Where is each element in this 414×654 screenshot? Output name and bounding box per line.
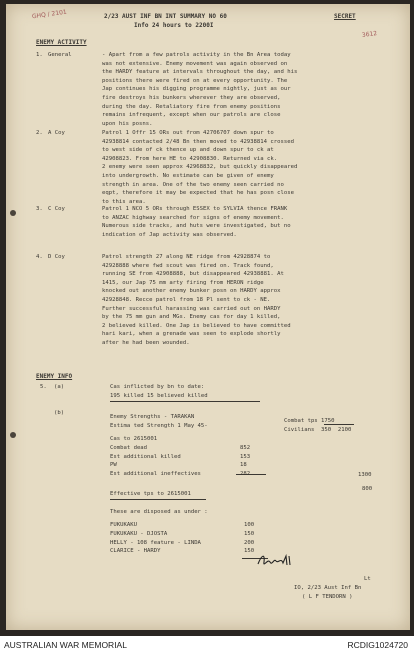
document-page — [6, 4, 410, 630]
loss-label: Est additional killed — [110, 453, 181, 460]
signature-name: ( L F TENDORN ) — [302, 594, 353, 600]
section-heading-enemy-activity: ENEMY ACTIVITY — [36, 39, 87, 46]
disposal-value: 150 — [244, 548, 255, 555]
paragraph-line: running SE from 42908888, but disappeared 42938881. At — [102, 271, 284, 278]
punch-hole — [10, 210, 16, 216]
paragraph-line: 42938814 contacted 2/48 Bn then moved to 42938814 crossed — [102, 138, 294, 145]
footer-bar — [0, 636, 414, 654]
underline — [324, 424, 354, 425]
paragraph-line: Further successful harassing was carried out on HARDY — [102, 305, 281, 312]
item-number: 4. — [36, 254, 43, 260]
loss-label: Combat dead — [110, 444, 148, 451]
effective-label: Effective tps to 2615001 — [110, 491, 191, 497]
sub-item-b-label: (b) — [54, 410, 65, 416]
casualties-line: Cas inflicted by bn to date: — [110, 384, 205, 390]
effective-value: 800 — [362, 486, 373, 492]
paragraph-line: the HARDY feature at intervals throughout the day, and his — [102, 69, 298, 76]
civilians-line: Civilians 350 2100 — [284, 427, 352, 433]
paragraph-line: positions there were fired on at every opportunity. The — [102, 77, 288, 84]
paragraph-line: 42928888 where fwd scout was fired on. Track found, — [102, 262, 274, 269]
marginal-note: GHQ / 2101 — [31, 8, 68, 21]
disposal-label: HELLY - 108 feature - LINDA — [110, 539, 201, 546]
section-heading-enemy-info: ENEMY INFO — [36, 373, 73, 380]
paragraph-line: Patrol 1 Offr 15 ORs out from 42706707 down spur to — [102, 130, 274, 136]
loss-label: Est additional ineffectives — [110, 471, 201, 478]
paragraph-line: upon his posns. — [102, 120, 153, 127]
item-number: 1. — [36, 52, 43, 58]
paragraph-line: Patrol 1 NCO 5 ORs through ESSEX to SYLVIA thence FRANK — [102, 206, 288, 212]
item-label: General — [48, 52, 72, 58]
paragraph-line: remains infrequent, except when our patrols are close — [102, 112, 281, 119]
disposal-value: 100 — [244, 522, 255, 528]
paragraph-line: to ANZAC highway searched for signs of enemy movement. — [102, 214, 284, 221]
paragraph-line: - Apart from a few patrols activity in the Bn Area today — [102, 52, 291, 58]
loss-value: 18 — [240, 462, 247, 469]
paragraph-line: to west side of ck thence up and down spur to ck at — [102, 147, 274, 154]
document-title: 2/23 AUST INF BN INT SUMMARY NO 60 — [104, 13, 227, 20]
paragraph-line: 2 believed killed. One Jap is believed to have committed — [102, 322, 291, 329]
item-label: A Coy — [48, 130, 65, 136]
handwritten-signature — [256, 552, 296, 570]
signature-rank: Lt — [364, 576, 371, 582]
signature-unit: IO, 2/23 Aust Inf Bn — [294, 585, 362, 591]
disposal-label: FUKUKAKU — [110, 522, 137, 528]
strength-line: Enemy Strengths - TARAKAN — [110, 414, 195, 420]
loss-label: PW — [110, 462, 117, 469]
paragraph-line: after he had been wounded. — [102, 340, 190, 346]
paragraph-line: by the 75 mm gun and MGs. Enemy cas for day 1 killed, — [102, 314, 281, 321]
paragraph-line: 42928848. Recce patrol from 18 Pl sent to ck - NE. — [102, 297, 271, 303]
item-number: 3. — [36, 206, 43, 212]
underline — [110, 499, 206, 500]
paragraph-line: 1415, our Jap 75 mm arty firing from HERON ridge — [102, 279, 264, 286]
disposal-label: CLARICE - HARDY — [110, 548, 161, 555]
sub-item-a-label: (a) — [54, 384, 65, 390]
loss-label: Cas to 2615001 — [110, 436, 158, 442]
punch-hole — [10, 432, 16, 438]
loss-value: 852 — [240, 444, 251, 451]
item-number: 5. — [40, 384, 47, 390]
paragraph-line: was not extensive. Enemy movement was again observed on — [102, 60, 288, 67]
paragraph-line: Jap continues his digging programme nightly, just as our — [102, 86, 291, 93]
item-label: C Coy — [48, 206, 65, 212]
paragraph-line: Numerous side tracks, and huts were investigated, but no — [102, 223, 291, 230]
loss-value: 153 — [240, 453, 251, 460]
casualties-line: 195 killed 15 believed killed — [110, 393, 208, 399]
paragraph-line: knocked out another enemy bunker posn on HARDY approx — [102, 288, 281, 295]
paragraph-line: indication of Jap activity was observed. — [102, 231, 237, 238]
paragraph-line: into undergrowth. No estimate can be given of enemy — [102, 173, 274, 179]
paragraph-line: during the day. Retaliatory fire from enemy positions — [102, 103, 281, 110]
disposed-label: These are disposed as under : — [110, 509, 208, 515]
paragraph-line: to this area. — [102, 198, 146, 205]
item-label: D Coy — [48, 254, 65, 260]
paragraph-line: eqpt, therefore it may be expected that he has posn close — [102, 190, 294, 197]
paragraph-line: 2 enemy were seen approx 42968832, but quickly disappeared — [102, 164, 298, 171]
item-number: 2. — [36, 130, 43, 136]
page-number-mark: 3612 — [361, 29, 378, 40]
strength-line: Estima ted Strength 1 May 45- — [110, 423, 208, 429]
losses-total: 1300 — [358, 472, 372, 478]
document-period: Info 24 hours to 2200I — [134, 22, 214, 29]
record-id: RCDIG1024720 — [347, 640, 408, 650]
classification: SECRET — [334, 13, 356, 20]
loss-value: 282 — [240, 471, 251, 478]
paragraph-line: 42908823. From here HE to 42908830. Returned via ck. — [102, 155, 278, 162]
combat-troops-line: Combat tps 1750 — [284, 418, 335, 424]
paragraph-line: hari kari, when a grenade was seen to explode shortly — [102, 331, 281, 338]
disposal-value: 150 — [244, 530, 255, 537]
archive-name: AUSTRALIAN WAR MEMORIAL — [4, 640, 127, 650]
paragraph-line: strength in area. One of the two enemy seen carried no — [102, 181, 284, 188]
disposal-label: FUKUKAKU - DJOSTA — [110, 530, 168, 537]
disposal-value: 200 — [244, 539, 255, 546]
underline — [110, 401, 260, 402]
paragraph-line: fire destroys his bunkers wherever they are observed, — [102, 95, 281, 101]
paragraph-line: Patrol strength 27 along NE ridge from 42928874 to — [102, 254, 271, 260]
